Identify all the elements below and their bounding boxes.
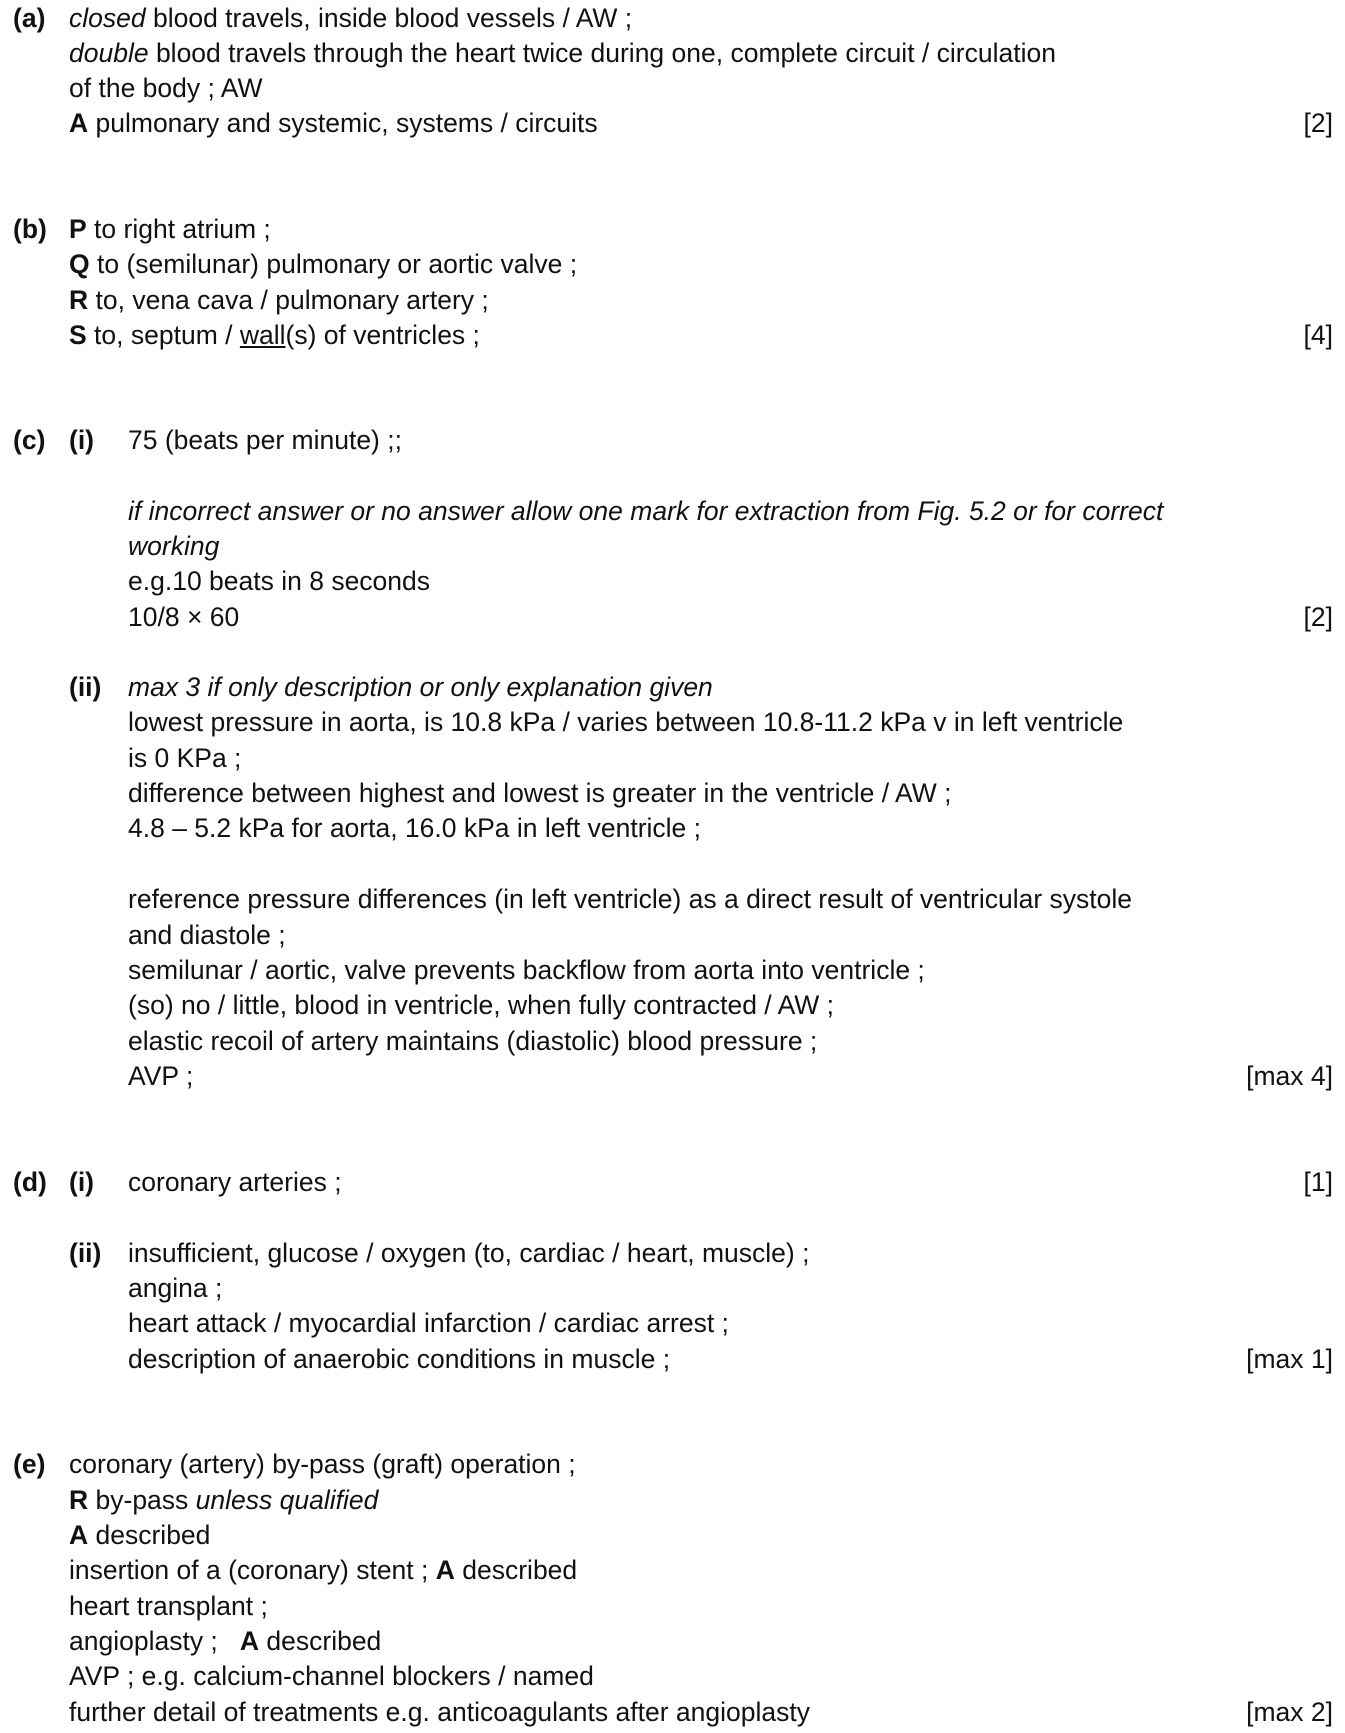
part-a-label: (a) (13, 3, 46, 33)
part-d-ii-line: angina ; (128, 1273, 223, 1303)
part-a-line: double blood travels through the heart twice during one, complete circuit / circulation (69, 38, 1056, 68)
part-c-i-note: working (128, 531, 220, 561)
part-a-mark: [2] (1303, 108, 1333, 138)
part-d-ii-line: insufficient, glucose / oxygen (to, cardiac / heart, muscle) ; (128, 1238, 810, 1268)
part-e-line: AVP ; e.g. calcium-channel blockers / named (69, 1661, 594, 1691)
part-b-line: S to, septum / wall(s) of ventricles ; (69, 320, 480, 350)
part-e-line: coronary (artery) by-pass (graft) operation ; (69, 1449, 576, 1479)
part-c-ii-label: (ii) (69, 672, 102, 702)
part-c-i-mark: [2] (1303, 602, 1333, 632)
part-e-line: R by-pass unless qualified (69, 1485, 379, 1515)
part-c-ii-line: elastic recoil of artery maintains (diastolic) blood pressure ; (128, 1026, 818, 1056)
part-b-line: R to, vena cava / pulmonary artery ; (69, 285, 489, 315)
part-e-line: insertion of a (coronary) stent ; A described (69, 1555, 578, 1585)
part-c-ii-line: semilunar / aortic, valve prevents backflow from aorta into ventricle ; (128, 955, 925, 985)
part-c-i-answer: 75 (beats per minute) ;; (128, 425, 402, 455)
part-c-ii-line: reference pressure differences (in left ventricle) as a direct result of ventricular systole (128, 884, 1132, 914)
part-c-ii-line: is 0 KPa ; (128, 743, 242, 773)
part-c-i-example: e.g.10 beats in 8 seconds (128, 566, 431, 596)
part-a-line: of the body ; AW (69, 73, 263, 103)
part-b-mark: [4] (1303, 320, 1333, 350)
part-e-line: A described (69, 1520, 211, 1550)
part-e-line: further detail of treatments e.g. anticoagulants after angioplasty (69, 1697, 810, 1727)
part-c-i-label: (i) (69, 425, 95, 455)
part-d-i-answer: coronary arteries ; (128, 1167, 342, 1197)
part-c-ii-line: and diastole ; (128, 920, 286, 950)
part-b-line: Q to (semilunar) pulmonary or aortic valve ; (69, 249, 578, 279)
part-c-i-note: if incorrect answer or no answer allow one mark for extraction from Fig. 5.2 or for correct (128, 496, 1164, 526)
part-a-line: closed blood travels, inside blood vessels / AW ; (69, 3, 633, 33)
part-d-ii-line: description of anaerobic conditions in muscle ; (128, 1344, 671, 1374)
part-e-line: heart transplant ; (69, 1591, 268, 1621)
part-b-line: P to right atrium ; (69, 214, 271, 244)
part-c-label: (c) (13, 425, 46, 455)
part-c-i-example: 10/8 × 60 (128, 602, 240, 632)
part-c-ii-note: max 3 if only description or only explanation given (128, 672, 713, 702)
part-e-label: (e) (13, 1449, 46, 1479)
part-c-ii-line: difference between highest and lowest is greater in the ventricle / AW ; (128, 778, 952, 808)
part-d-i-label: (i) (69, 1167, 95, 1197)
part-d-label: (d) (13, 1167, 47, 1197)
part-d-ii-line: heart attack / myocardial infarction / cardiac arrest ; (128, 1308, 729, 1338)
part-d-i-mark: [1] (1303, 1167, 1333, 1197)
part-d-ii-mark: [max 1] (1246, 1344, 1333, 1374)
part-c-ii-line: AVP ; (128, 1061, 194, 1091)
part-d-ii-label: (ii) (69, 1238, 102, 1268)
part-e-mark: [max 2] (1246, 1697, 1333, 1727)
part-c-ii-line: (so) no / little, blood in ventricle, when fully contracted / AW ; (128, 990, 835, 1020)
part-e-line: angioplasty ; A described (69, 1626, 382, 1656)
part-c-ii-line: lowest pressure in aorta, is 10.8 kPa / varies between 10.8-11.2 kPa v in left ventricle (128, 707, 1124, 737)
part-b-label: (b) (13, 214, 47, 244)
part-c-ii-mark: [max 4] (1246, 1061, 1333, 1091)
part-a-line: A pulmonary and systemic, systems / circuits (69, 108, 598, 138)
part-c-ii-line: 4.8 – 5.2 kPa for aorta, 16.0 kPa in left ventricle ; (128, 813, 702, 843)
